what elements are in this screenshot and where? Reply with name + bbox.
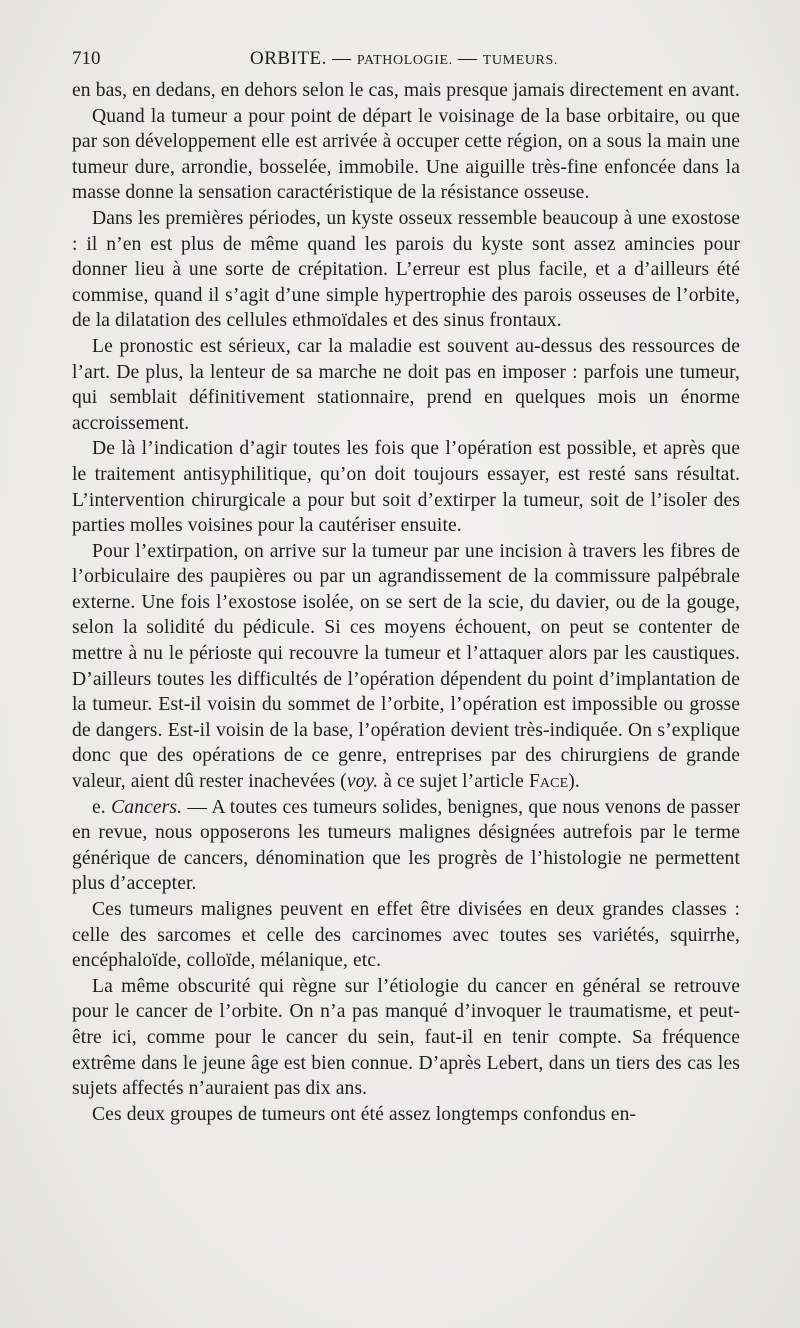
cross-reference: voy.: [346, 771, 379, 793]
paragraph: La même obscurité qui règne sur l’étiologie du cancer en général se retrouve pour le cancer de l’orbite. On n’a pas manqué d’invoquer le traumatisme, et peut-être ici, comme pour le cancer du sein, faut-il en tenir compte. Sa fréquence extrême dans le jeune âge est bien connue. D’après Lebert, dans un tiers des cas les sujets affectés n’auraient pas dix ans.: [72, 975, 740, 1100]
paragraph: [72, 539, 740, 795]
header-dash: —: [326, 48, 357, 69]
paragraph: Ces tumeurs malignes peuvent en effet être divisées en deux grandes classes : celle des sarcomes et celle des carcinomes avec toutes ses variétés, squirrhe, encéphaloïde, colloïde, mélanique, etc.: [72, 899, 740, 972]
paragraph-text: à ce sujet l’article: [378, 771, 529, 793]
section-label: e.: [92, 796, 112, 818]
running-header: [72, 48, 740, 76]
paragraph: en bas, en dedans, en dehors selon le cas, mais presque jamais directement en avant.: [72, 80, 740, 101]
running-title: [250, 48, 558, 70]
article-reference: Face: [528, 771, 569, 793]
paragraph: De là l’indication d’agir toutes les fois que l’opération est possible, et après que le traitement antisyphilitique, qu’on doit toujours essayer, est resté sans résultat. L’intervention chirurgicale a pour but soit d’extirper la tumeur, soit de l’isoler des parties molles voisines pour la cautériser ensuite.: [72, 438, 740, 537]
body-text: [72, 78, 740, 1127]
paragraph: Dans les premières périodes, un kyste osseux ressemble beaucoup à une exostose : il n’en est plus de même quand les parois du kyste sont assez amincies pour donner lieu à une sorte de crépitation. L’erreur est plus facile, et a d’ailleurs été commise, quand il s’agit d’une simple hypertrophie des parois osseuses de l’orbite, de la dilatation des cellules ethmoïdales et des sinus frontaux.: [72, 207, 740, 332]
header-dash: —: [452, 48, 483, 69]
paragraph: [72, 795, 740, 897]
paragraph: Le pronostic est sérieux, car la maladie est souvent au-dessus des ressources de l’art. De plus, la lenteur de sa marche ne doit pas en imposer : parfois une tumeur, qui semblait définitivement stationnaire, prend en quelques mois un énorme accroissement.: [72, 335, 740, 434]
header-section: PATHOLOGIE.: [356, 53, 453, 68]
paragraph-text: ).: [568, 771, 580, 793]
paragraph: Quand la tumeur a pour point de départ le voisinage de la base orbitaire, ou que par son développement elle est arrivée à occuper cette région, on a sous la main une tumeur dure, arrondie, bosselée, immobile. Une aiguille très-fine enfoncée dans la masse donne la sensation caractéristique de la résistance osseuse.: [72, 105, 740, 204]
section-heading: Cancers.: [111, 796, 183, 818]
page-number: 710: [72, 48, 101, 69]
paragraph: Ces deux groupes de tumeurs ont été assez longtemps confondus en-: [92, 1103, 637, 1125]
header-title: ORBITE.: [250, 48, 327, 69]
paragraph-text: — A toutes ces tumeurs solides, benignes, que nous venons de passer en revue, nous opposerons les tumeurs malignes désignées autrefois par le terme générique de cancers, dénomination que les progrès de l’histologie ne permettent plus d’accepter.: [72, 796, 741, 895]
paragraph-text: Pour l’extirpation, on arrive sur la tumeur par une incision à travers les fibres de l’orbiculaire des paupières ou par un agrandissement de la commissure palpébrale externe. Une fois l’exostose isolée, on se sert de la scie, du davier, ou de la gouge, selon la solidité du pédicule. Si ces moyens échouent, on peut se contenter de mettre à nu le périoste qui recouvre la tumeur et l’attaquer alors par les caustiques. D’ailleurs toutes les difficultés de l’opération dépendent du point d’implantation de la tumeur. Est-il voisin du sommet de l’orbite, l’opération est impossible ou grosse de dangers. Est-il voisin de la base, l’opération devient très-indiquée. On s’explique donc que des opérations de ce genre, entreprises par des chirurgiens de grande valeur, aient dû rester inachevées (: [72, 540, 740, 793]
header-subsection: TUMEURS.: [482, 53, 558, 68]
